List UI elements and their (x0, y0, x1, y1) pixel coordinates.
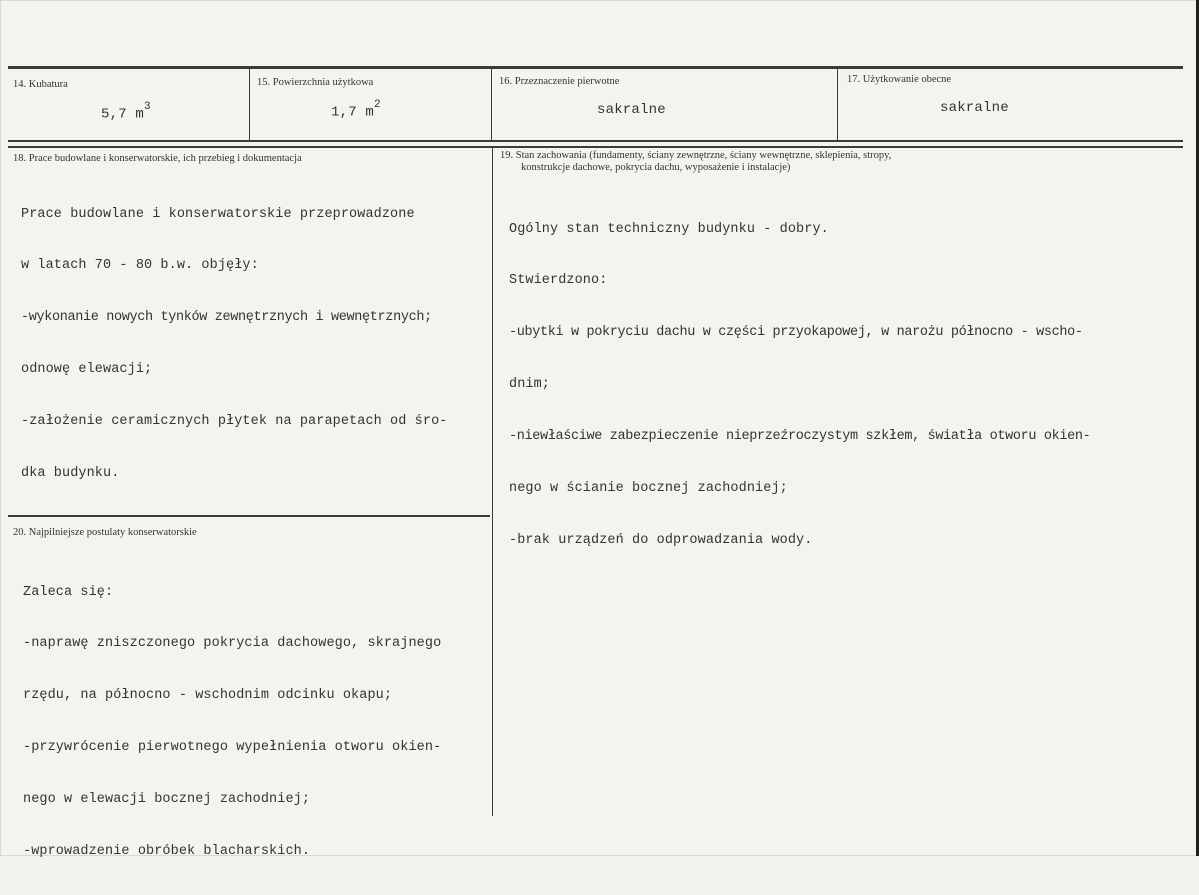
kubatura-label: 14. Kubatura (13, 79, 68, 90)
przeznaczenie-value: sakralne (597, 102, 666, 118)
text-line: Stwierdzono: (509, 273, 608, 289)
text-line: -naprawę zniszczonego pokrycia dachowego, skrajnego (23, 636, 442, 652)
text-line: -przywrócenie pierwotnego wypełnienia otworu okien- (23, 740, 442, 756)
text-line: -niewłaściwe zabezpieczenie nieprzeźroczystym szkłem, światła otworu okien- (509, 429, 1091, 445)
text-line: dnim; (509, 377, 551, 393)
text-line: nego w ścianie bocznej zachodniej; (509, 481, 788, 497)
col-divider-1 (249, 68, 250, 140)
przeznaczenie-label: 16. Przeznaczenie pierwotne (499, 76, 620, 87)
text-line: -wprowadzenie obróbek blacharskich. (23, 844, 311, 860)
col-divider-2 (491, 68, 492, 140)
stan-zachowania-label: 19. Stan zachowania (fundamenty, ściany zewnętrzne, ściany wewnętrzne, sklepienia, stropy, (500, 150, 892, 161)
powierzchnia-label: 15. Powierzchnia użytkowa (257, 77, 374, 88)
kubatura-value: 5,7 $m^3$ (101, 101, 151, 123)
text-line: rzędu, na północno - wschodnim odcinku okapu; (23, 688, 393, 704)
text-line: odnowę elewacji; (21, 362, 153, 378)
text-line: -ubytki w pokryciu dachu w części przyokapowej, w narożu północno - wscho- (509, 325, 1083, 341)
prace-budowlane-text (21, 171, 447, 517)
text-line: Prace budowlane i konserwatorskie przeprowadzone (21, 206, 415, 222)
row1-bottom-rule (8, 140, 1183, 142)
text-line: Ogólny stan techniczny budynku - dobry. (509, 221, 829, 237)
powierzchnia-value: 1,7 $m^2$ (331, 99, 381, 121)
row2-top-rule (8, 146, 1183, 148)
text-line: dka budynku. (21, 466, 120, 482)
postulaty-label: 20. Najpilniejsze postulaty konserwatorskie (13, 527, 197, 538)
uzytkowanie-value: sakralne (940, 100, 1009, 116)
postulaty-text (23, 549, 441, 895)
uzytkowanie-label: 17. Użytkowanie obecne (847, 74, 952, 85)
text-line: nego w elewacji bocznej zachodniej; (23, 792, 311, 808)
prace-budowlane-label: 18. Prace budowlane i konserwatorskie, ich przebieg i dokumentacja (13, 153, 302, 164)
top-rule (8, 66, 1183, 69)
text-line: -założenie ceramicznych płytek na parapetach od śro- (21, 414, 448, 430)
text-line: w latach 70 - 80 b.w. objęły: (21, 258, 259, 274)
text-line: Zaleca się: (23, 584, 114, 600)
col-divider-3 (837, 68, 838, 140)
text-line: -brak urządzeń do odprowadzania wody. (509, 532, 813, 548)
stan-zachowania-text (509, 186, 1090, 584)
text-line: -wykonanie nowych tynków zewnętrznych i wewnętrznych; (21, 310, 432, 326)
stan-zachowania-label-cont: konstrukcje dachowe, pokrycia dachu, wyposażenie i instalacje) (521, 162, 791, 173)
section-divider (492, 148, 493, 816)
